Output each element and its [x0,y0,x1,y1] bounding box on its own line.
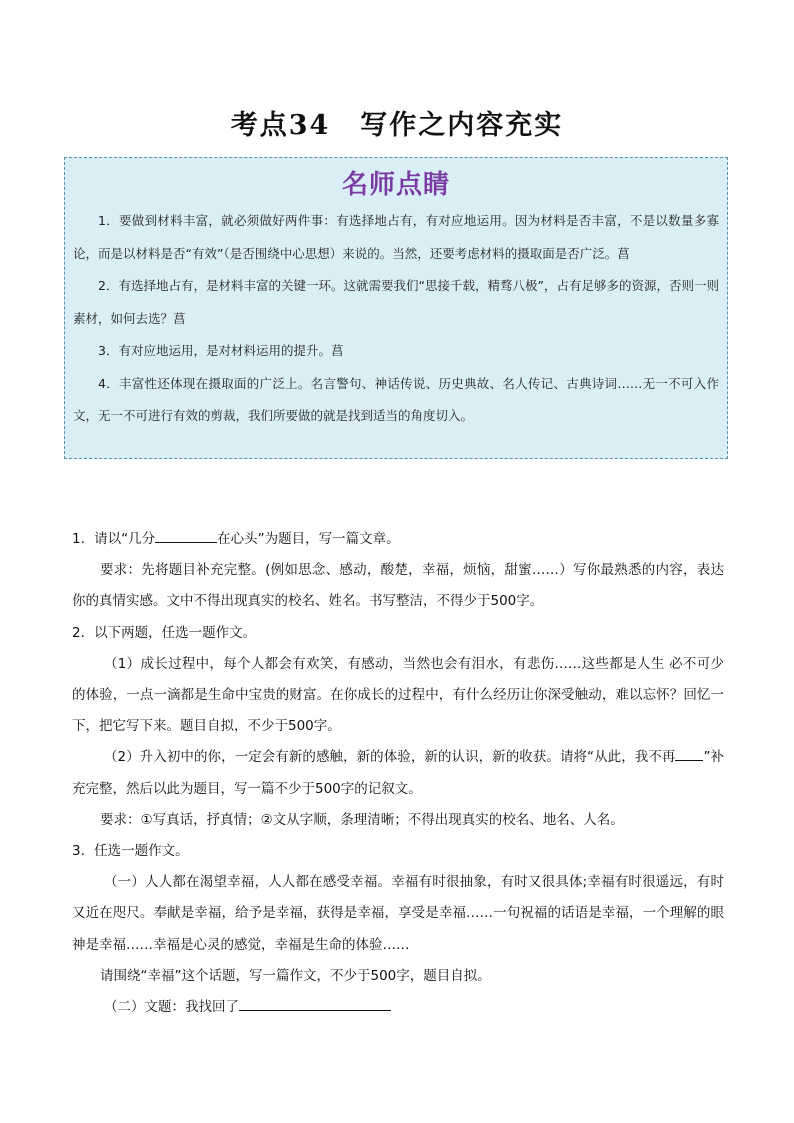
q1-prompt-start: 1．请以“几分 [72,531,156,547]
q1-requirement: 要求：先将题目补充完整。(例如思念、感动，酸楚，幸福，烦恼，甜蜜……）写你最熟悉的内容，表达你的真情实感。文中不得出现真实的校名、姓名。书写整洁，不得少于500字。 [72,562,724,610]
tip-paragraph-4: 4．丰富性还体现在摄取面的广泛上。名言警句、神话传说、历史典故、名人传记、古典诗词……无一不可入作文，无一不可进行有效的剪裁，我们所要做的就是找到适当的角度切入。 [73,375,719,423]
title-prefix: 考点34 [230,110,331,141]
q2-option-2-start: （2）升入初中的你，一定会有新的感触，新的体验，新的认识，新的收获。请将“从此，我不再 [104,749,676,766]
q3-option-1: （一）人人都在渴望幸福，人人都在感受幸福。幸福有时很抽象，有时又很具体;幸福有时很遥远，有时又近在咫尺。奉献是幸福，给予是幸福，获得是幸福，享受是幸福……一句祝福的话语是幸福，一个理解的眼神是幸福……幸福是心灵的感觉，幸福是生命的体验…… [72,874,724,953]
q3-option-2-text: （二）文题：我找回了 [104,999,239,1016]
q3-heading: 3．任选一题作文。 [72,843,189,860]
questions [72,524,724,1023]
tip-paragraph-2: 2．有选择地占有，是材料丰富的关键一环。这就需要我们“思接千载，精骛八极”，占有足够多的资源，否则一则素材，如何去选？菖 [73,278,719,326]
q2-heading: 2．以下两题，任选一题作文。 [72,624,257,641]
q1-fill-blank [155,526,217,543]
tip-paragraph-3: 3．有对应地运用，是对材料运用的提升。菖 [98,343,344,358]
q2-fill-blank [675,744,703,761]
q2-requirement: 要求：①写真话，抒真情；②文从字顺，条理清晰；不得出现真实的校名、地名、人名。 [100,811,624,828]
q2-option-2-end: ”补充完整，然后以此为题目，写一篇不少于500字的记叙文。 [72,749,724,797]
q3-fill-blank [239,994,391,1011]
q1-prompt-end: 在心头”为题目，写一篇文章。 [217,531,400,547]
tips-heading: 名师点睛 [341,170,450,200]
tips-body [73,205,719,433]
tips-box [64,157,728,459]
title-text: 写作之内容充实 [360,110,564,141]
tip-paragraph-1: 1．要做到材料丰富，就必须做好两件事：有选择地占有，有对应地运用。因为材料是否丰富，不是以数量多寡论，而是以材料是否“有效”（是否围绕中心思想）来说的。当然，还要考虑材料的摄取面是否广泛。菖 [73,213,719,261]
q2-option-1: （1）成长过程中，每个人都会有欢笑，有感动，当然也会有泪水，有悲伤……这些都是人生 必不可少的体验，一点一滴都是生命中宝贵的财富。在你成长的过程中，有什么经历让你深受触动，难以忘怀？回忆一下，把它写下来。题目自拟，不少于500字。 [72,655,724,735]
q3-instruction: 请围绕“幸福”这个话题，写一篇作文，不少于500字，题目自拟。 [100,967,491,984]
q1-prompt [72,524,724,555]
q2-option-2 [72,742,724,804]
page-title [0,103,794,142]
q3-option-2 [72,992,724,1023]
